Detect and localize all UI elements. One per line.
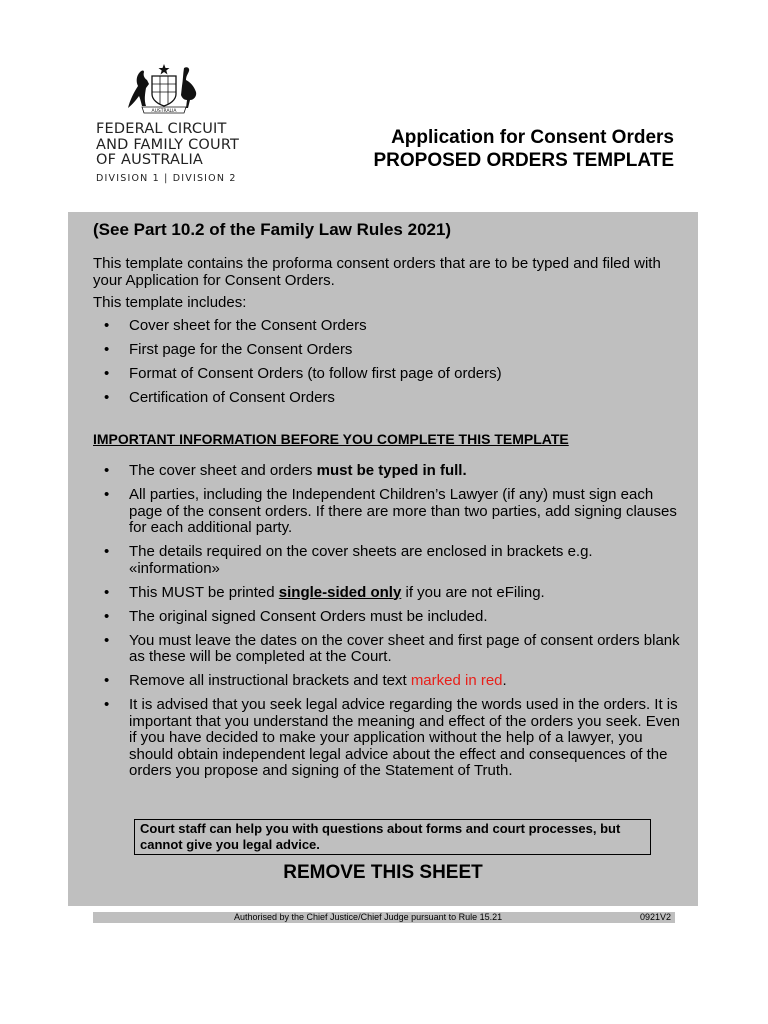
list-item: • Certification of Consent Orders bbox=[104, 388, 335, 406]
list-item: • Format of Consent Orders (to follow first page of orders) bbox=[104, 364, 502, 382]
coat-of-arms-icon bbox=[122, 62, 206, 116]
rules-reference: (See Part 10.2 of the Family Law Rules 2021) bbox=[93, 220, 452, 239]
list-item: • You must leave the dates on the cover sheet and first page of consent orders blank as these will be completed at the Court. bbox=[104, 631, 680, 665]
title-line-1: Application for Consent Orders bbox=[391, 127, 674, 148]
document-title bbox=[373, 126, 674, 172]
court-name-line: AND FAMILY COURT bbox=[96, 136, 240, 153]
remove-sheet-heading: REMOVE THIS SHEET bbox=[283, 862, 483, 883]
list-item: • The details required on the cover sheets are enclosed in brackets e.g. «information» bbox=[104, 543, 593, 577]
authorisation-text: Authorised by the Chief Justice/Chief Judge pursuant to Rule 15.21 bbox=[234, 912, 503, 922]
includes-label: This template includes: bbox=[93, 294, 247, 311]
list-item: • Remove all instructional brackets and text marked in red. bbox=[104, 672, 507, 689]
list-item: • First page for the Consent Orders bbox=[104, 340, 353, 358]
footer-bar bbox=[93, 912, 675, 923]
court-name-line: FEDERAL CIRCUIT bbox=[96, 121, 227, 137]
title-line-2: PROPOSED ORDERS TEMPLATE bbox=[373, 150, 674, 171]
list-item: • It is advised that you seek legal advice regarding the words used in the orders. It is important that you understand the meaning and effect of the orders you seek. Even if you have decided to make your application without the help of a lawyer, you should obtain independent legal advice about the effect and consequences of the orders you propose and signing of the Statement of Truth. bbox=[104, 696, 680, 779]
court-division: DIVISION 1 | DIVISION 2 bbox=[96, 172, 237, 184]
important-info-list bbox=[93, 463, 683, 780]
important-heading: IMPORTANT INFORMATION BEFORE YOU COMPLETE THIS TEMPLATE bbox=[93, 431, 569, 447]
crest-caption: AUSTRALIA bbox=[151, 109, 177, 114]
intro-text: This template contains the proforma consent orders that are to be typed and filed with your Application for Consent Orders. bbox=[93, 255, 661, 289]
list-item: • This MUST be printed single-sided only if you are not eFiling. bbox=[104, 583, 545, 601]
court-name-line: OF AUSTRALIA bbox=[96, 152, 204, 168]
court-staff-notice: Court staff can help you with questions about forms and court processes, but cannot give you legal advice. bbox=[134, 819, 651, 855]
list-item: • All parties, including the Independent Children’s Lawyer (if any) must sign each page of the consent orders. If there are more than two parties, add signing clauses for each additional party. bbox=[104, 486, 677, 536]
includes-list bbox=[93, 318, 683, 407]
court-name bbox=[96, 122, 256, 186]
list-item: • The cover sheet and orders must be typed in full. bbox=[104, 462, 467, 479]
instructions-panel bbox=[68, 212, 698, 906]
list-item: • Cover sheet for the Consent Orders bbox=[104, 316, 367, 334]
list-item: • The original signed Consent Orders must be included. bbox=[104, 607, 488, 625]
form-code: 0921V2 bbox=[639, 912, 671, 922]
